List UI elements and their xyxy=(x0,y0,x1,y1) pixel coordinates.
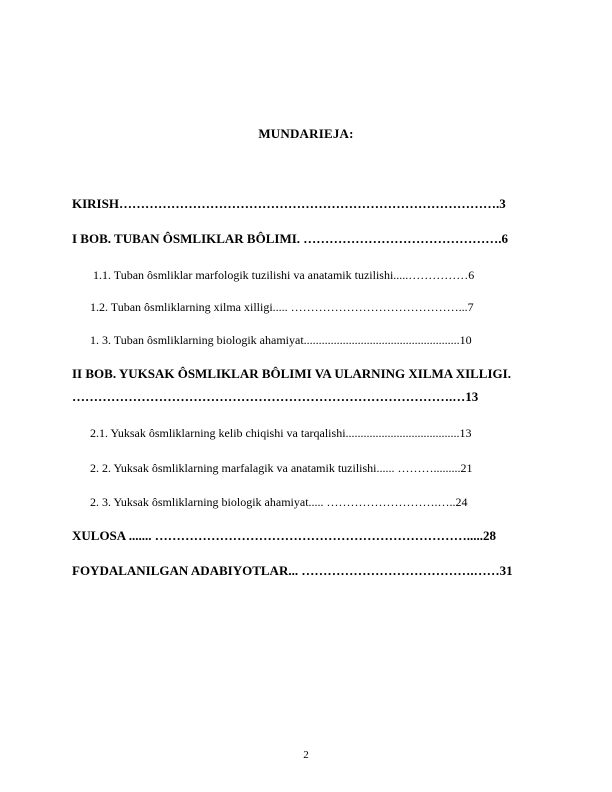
page-number: 2 xyxy=(303,749,309,761)
toc-entry-2-2: 2. 2. Yuksak ôsmliklarning marfalagik va anatamik tuzilishi...... ……….........21 xyxy=(90,461,473,475)
toc-entry-1-3: 1. 3. Tuban ôsmliklarning biologik ahamiyat....................................................10 xyxy=(90,333,472,347)
toc-entry-chapter-2: II BOB. YUKSAK ÔSMLIKLAR BÔLIMI VA ULARNING XILMA XILLIGI. xyxy=(72,366,511,381)
toc-entry-xulosa: XULOSA ....... ……………………………………………………………….....28 xyxy=(72,528,496,543)
toc-entry-1-2: 1.2. Tuban ôsmliklarning xilma xilligi..... ……………………………………...7 xyxy=(90,300,474,314)
toc-entry-1-1: 1.1. Tuban ôsmliklar marfologik tuzilishi va anatamik tuzilishi.....……………6 xyxy=(93,268,475,282)
toc-entry-2-3: 2. 3. Yuksak ôsmliklarning biologik ahamiyat..... ……………………….…..24 xyxy=(90,495,468,509)
toc-entry-foydalanilgan-adabiyotlar: FOYDALANILGAN ADABIYOTLAR... ………………………………….……31 xyxy=(72,563,513,578)
toc-entry-chapter-2-page: …………………………………………………………………………….…13 xyxy=(72,389,479,404)
toc-entry-kirish: KIRISH…………………………………………………………………………….3 xyxy=(72,196,506,211)
toc-entry-chapter-1: I BOB. TUBAN ÔSMLIKLAR BÔLIMI. ……………………………………….6 xyxy=(72,231,509,246)
toc-entry-2-1: 2.1. Yuksak ôsmliklarning kelib chiqishi va tarqalishi......................................13 xyxy=(90,426,472,440)
page-title: MUNDARIEJA: xyxy=(258,126,354,141)
